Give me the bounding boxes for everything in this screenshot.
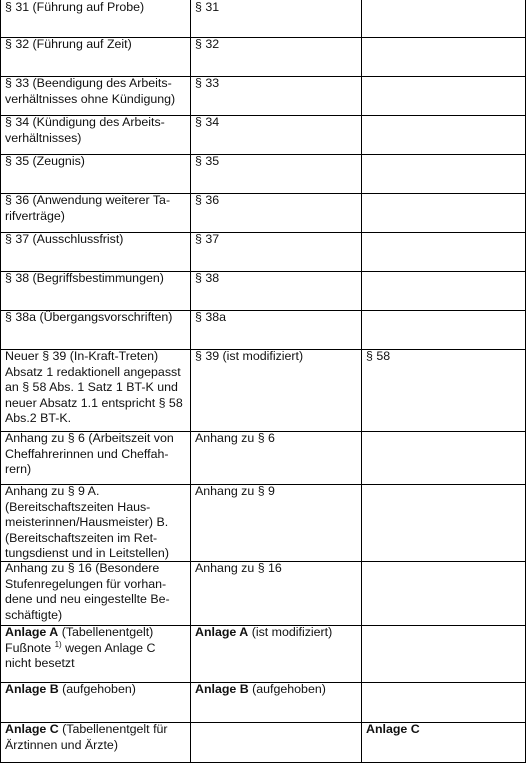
footnote-marker: 1) (54, 639, 62, 649)
row-section-label: § 34 (Kündigung des Arbeits-verhältnisses) (5, 115, 165, 145)
row-section-label: Neuer § 39 (In-Kraft-Treten) Absatz 1 redaktionell angepasst an § 58 Abs. 1 Satz 1 BT-K und neuer Absatz 1.1 entspricht § 58 Abs.2 BT-K. (5, 349, 183, 426)
row-new-section: § 38 (195, 271, 220, 285)
row-new-section: § 39 (ist modifiziert) (195, 349, 304, 363)
row-section-label: § 36 (Anwendung weiterer Ta-rifverträge) (5, 193, 171, 223)
row-new-section: § 32 (195, 37, 220, 51)
bold-label: Anlage C (366, 722, 420, 736)
bold-label: Anlage A (5, 625, 59, 639)
row-new-section: § 33 (195, 76, 220, 90)
row-new-section: Anhang zu § 6 (195, 431, 275, 445)
row-section-label: Anlage B (aufgehoben) (5, 682, 136, 696)
row-new-section: Anlage B (aufgehoben) (195, 682, 326, 696)
bold-label: Anlage B (5, 682, 59, 696)
bold-label: Anlage C (5, 722, 59, 736)
row-new-section: § 37 (195, 232, 220, 246)
row-new-section: § 31 (195, 0, 220, 14)
row-section-label: Anhang zu § 16 (Besondere Stufenregelungen für vorhan-dene und neu eingestellte Be-schäftigte) (5, 561, 170, 622)
row-section-label: § 38 (Begriffsbestimmungen) (5, 271, 164, 285)
row-new-section: § 36 (195, 193, 220, 207)
row-new-section: Anhang zu § 16 (195, 561, 282, 575)
row-section-label: Anlage A (Tabellenentgelt) Fußnote $^{1)}$ wegen Anlage C nicht besetzt (5, 625, 156, 671)
row-section-label: § 33 (Beendigung des Arbeits-verhältnisses ohne Kündigung) (5, 76, 176, 106)
row-new-section: § 35 (195, 154, 220, 168)
row-new-section: Anlage A (ist modifiziert) (195, 625, 333, 639)
bold-label: Anlage B (195, 682, 249, 696)
bold-label: Anlage A (195, 625, 249, 639)
row-section-label: Anhang zu § 6 (Arbeitszeit von Cheffahrerinnen und Cheffah-rern) (5, 431, 174, 477)
row-section-label: Anhang zu § 9 A. (Bereitschaftszeiten Haus-meisterinnen/Hausmeister) B. (Bereitschaftszeiten im Ret-tungsdienst und in Leitstellen) (5, 484, 169, 561)
row-section-label: § 38a (Übergangsvorschriften) (5, 310, 173, 324)
row-section-label: Anlage C (Tabellenentgelt für Ärztinnen und Ärzte) (5, 722, 168, 752)
row-section-label: § 32 (Führung auf Zeit) (5, 37, 132, 51)
row-new-section: Anhang zu § 9 (195, 484, 275, 498)
row-new-section: § 34 (195, 115, 220, 129)
row-section-label: § 37 (Ausschlussfrist) (5, 232, 124, 246)
row-reference: § 58 (366, 349, 391, 363)
row-section-label: § 31 (Führung auf Probe) (5, 0, 145, 14)
row-section-label: § 35 (Zeugnis) (5, 154, 85, 168)
row-new-section: § 38a (195, 310, 227, 324)
